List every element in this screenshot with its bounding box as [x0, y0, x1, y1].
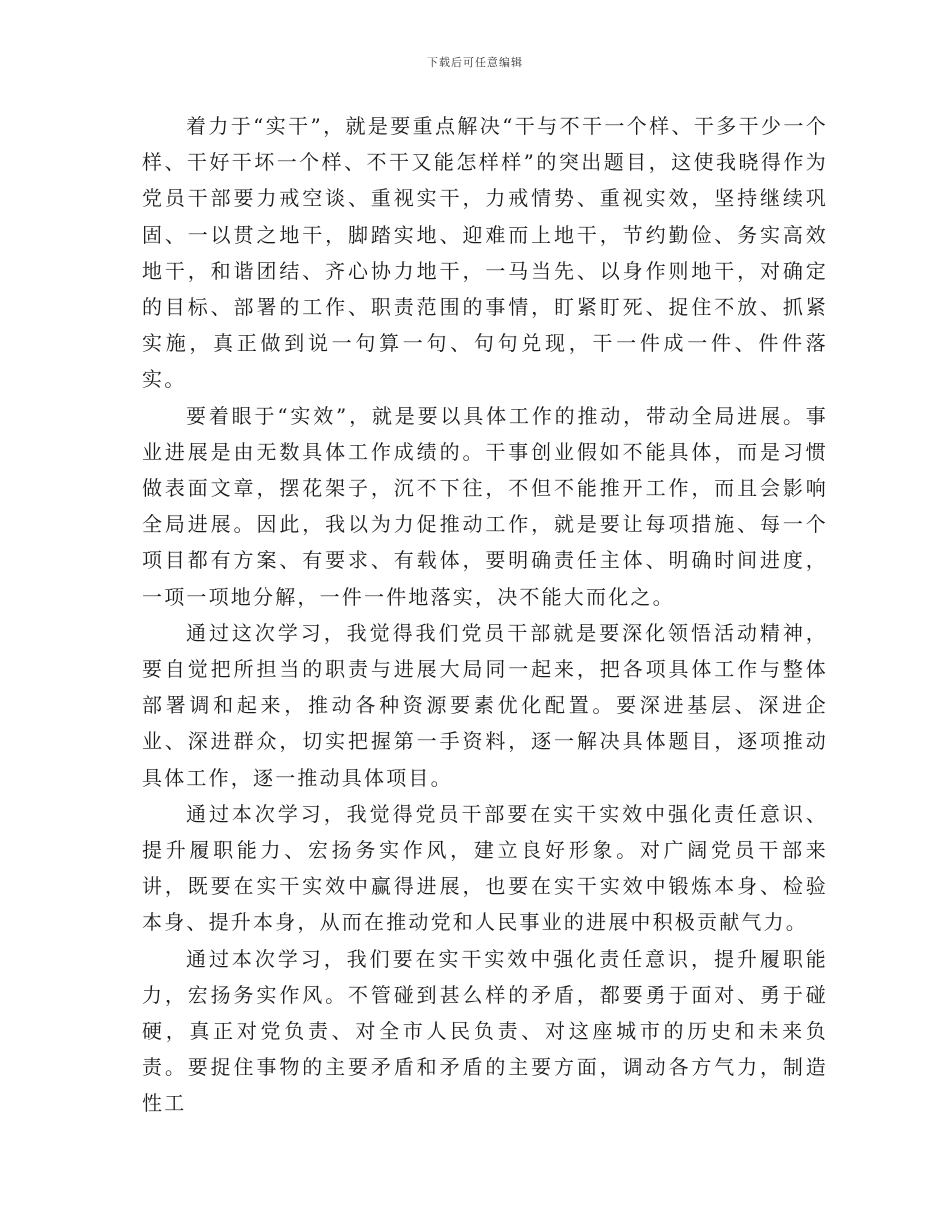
- paragraph-study-1: 通过这次学习，我觉得我们党员干部就是要深化领悟活动精神，要自觉把所担当的职责与进展大局同一起来，把各项具体工作与整体部署调和起来，推动各种资源要素优化配置。要深进基层、深进企业、深进群众，切实把握第一手资料，逐一解决具体题目，逐项推动具体工作，逐一推动具体项目。: [142, 620, 828, 790]
- paragraph-shigan: 着力于“实干”，就是要重点解决“干与不干一个样、干多干少一个样、干好干坏一个样、不干又能怎样样”的突出题目，这使我晓得作为党员干部要力戒空谈、重视实干，力戒情势、重视实效，坚持继续巩固、一以贯之地干，脚踏实地、迎难而上地干，节约勤俭、务实高效地干，和谐团结、齐心协力地干，一马当先、以身作则地干，对确定的目标、部署的工作、职责范围的事情，盯紧盯死、捉住不放、抓紧实施，真正做到说一句算一句、句句兑现，干一件成一件、件件落实。: [142, 114, 828, 392]
- paragraph-study-2: 通过本次学习，我觉得党员干部要在实干实效中强化责任意识、提升履职能力、宏扬务实作风，建立良好形象。对广阔党员干部来讲，既要在实干实效中赢得进展，也要在实干实效中锻炼本身、检验本身、提升本身，从而在推动党和人民事业的进展中积极贡献气力。: [142, 801, 828, 935]
- page-header: 下载后可任意编辑: [427, 56, 523, 69]
- document-body: [142, 108, 828, 1122]
- paragraph-study-3: 通过本次学习，我们要在实干实效中强化责任意识，提升履职能力，宏扬务实作风。不管碰到甚么样的矛盾，都要勇于面对、勇于碰硬，真正对党负责、对全市人民负责、对这座城市的历史和未来负责。要捉住事物的主要矛盾和矛盾的主要方面，调动各方气力，制造性工: [142, 946, 828, 1116]
- paragraph-shixiao: 要着眼于“实效”，就是要以具体工作的推动，带动全局进展。事业进展是由无数具体工作成绩的。干事创业假如不能具体，而是习惯做表面文章，摆花架子，沉不下往，不但不能推开工作，而且会影响全局进展。因此，我以为力促推动工作，就是要让每项措施、每一个项目都有方案、有要求、有载体，要明确责任主体、明确时间进度，一项一项地分解，一件一件地落实，决不能大而化之。: [142, 403, 828, 609]
